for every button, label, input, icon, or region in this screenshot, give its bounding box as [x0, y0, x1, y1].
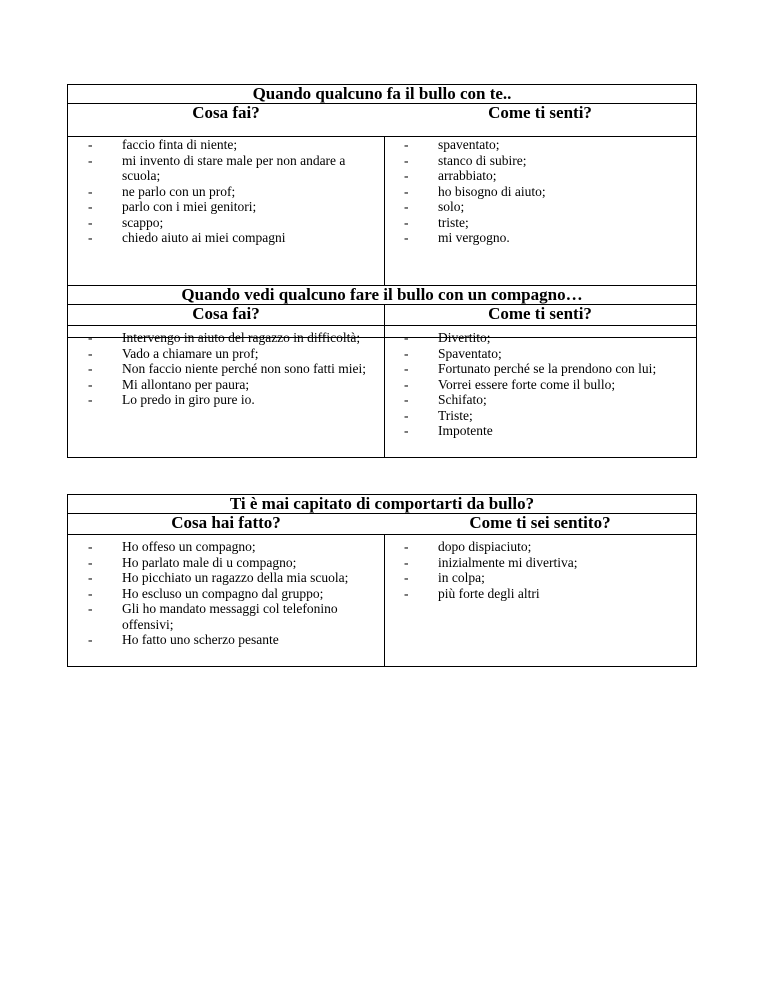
list-item: - Mi allontano per paura;: [88, 377, 368, 393]
list-item: - chiedo aiuto ai miei compagni: [88, 230, 378, 246]
col1-list: [88, 539, 368, 648]
list-item: - Gli ho mandato messaggi col telefonino offensivi;: [88, 601, 368, 632]
list-item: - in colpa;: [404, 570, 696, 586]
header-divider: [68, 534, 696, 535]
list-item: - Non faccio niente perché non sono fatti miei;: [88, 361, 368, 377]
col2-header: Come ti senti?: [488, 304, 592, 323]
list-item: - Ho fatto uno scherzo pesante: [88, 632, 368, 648]
col2-header: Come ti senti?: [488, 103, 592, 122]
list-item: - mi vergogno.: [404, 230, 694, 246]
list-item: - Impotente: [404, 423, 696, 439]
column-divider: [384, 325, 385, 457]
section-table: [67, 304, 697, 458]
table-header: [68, 514, 696, 534]
list-item: - scappo;: [88, 215, 378, 231]
list-item: - faccio finta di niente;: [88, 137, 378, 153]
col1-header: Cosa fai?: [192, 103, 260, 122]
list-item: - Ho picchiato un ragazzo della mia scuola;: [88, 570, 368, 586]
section-title: Quando qualcuno fa il bullo con te..: [67, 84, 697, 104]
list-item: - arrabbiato;: [404, 168, 694, 184]
table-header: [68, 104, 696, 124]
list-item: - triste;: [404, 215, 694, 231]
list-item: - spaventato;: [404, 137, 694, 153]
section-table: [67, 513, 697, 667]
list-item: - Ho parlato male di u compagno;: [88, 555, 368, 571]
list-item: - Fortunato perché se la prendono con lui;: [404, 361, 696, 377]
list-item: - Triste;: [404, 408, 696, 424]
list-item: - parlo con i miei genitori;: [88, 199, 378, 215]
col1-header: Cosa fai?: [192, 304, 260, 323]
list-item: - ho bisogno di aiuto;: [404, 184, 694, 200]
list-item: - inizialmente mi divertiva;: [404, 555, 696, 571]
list-item: - Schifato;: [404, 392, 696, 408]
col2-list: [404, 539, 696, 601]
col2-header: Come ti sei sentito?: [469, 513, 611, 532]
col1-list: [88, 330, 368, 408]
list-item: - Divertito;: [404, 330, 696, 346]
list-item: - Spaventato;: [404, 346, 696, 362]
header-divider: [68, 325, 696, 326]
list-item: - più forte degli altri: [404, 586, 696, 602]
list-item: - dopo dispiaciuto;: [404, 539, 696, 555]
col1-header: Cosa hai fatto?: [171, 513, 281, 532]
list-item: - Lo predo in giro pure io.: [88, 392, 368, 408]
list-item: - Ho escluso un compagno dal gruppo;: [88, 586, 368, 602]
col1-list: [88, 137, 378, 246]
col2-list: [404, 137, 694, 246]
section-title: Ti è mai capitato di comportarti da bullo?: [67, 494, 697, 514]
list-item: - Vado a chiamare un prof;: [88, 346, 368, 362]
list-item: - ne parlo con un prof;: [88, 184, 378, 200]
list-item: - stanco di subire;: [404, 153, 694, 169]
section-title: Quando vedi qualcuno fare il bullo con un compagno…: [67, 285, 697, 305]
list-item: - Ho offeso un compagno;: [88, 539, 368, 555]
list-item: - Vorrei essere forte come il bullo;: [404, 377, 696, 393]
list-item: - Intervengo in aiuto del ragazzo in difficoltà;: [88, 330, 368, 346]
table-header: [68, 305, 696, 325]
column-divider: [384, 534, 385, 666]
col2-list: [404, 330, 696, 439]
list-item: - mi invento di stare male per non andare a scuola;: [88, 153, 378, 184]
list-item: - solo;: [404, 199, 694, 215]
